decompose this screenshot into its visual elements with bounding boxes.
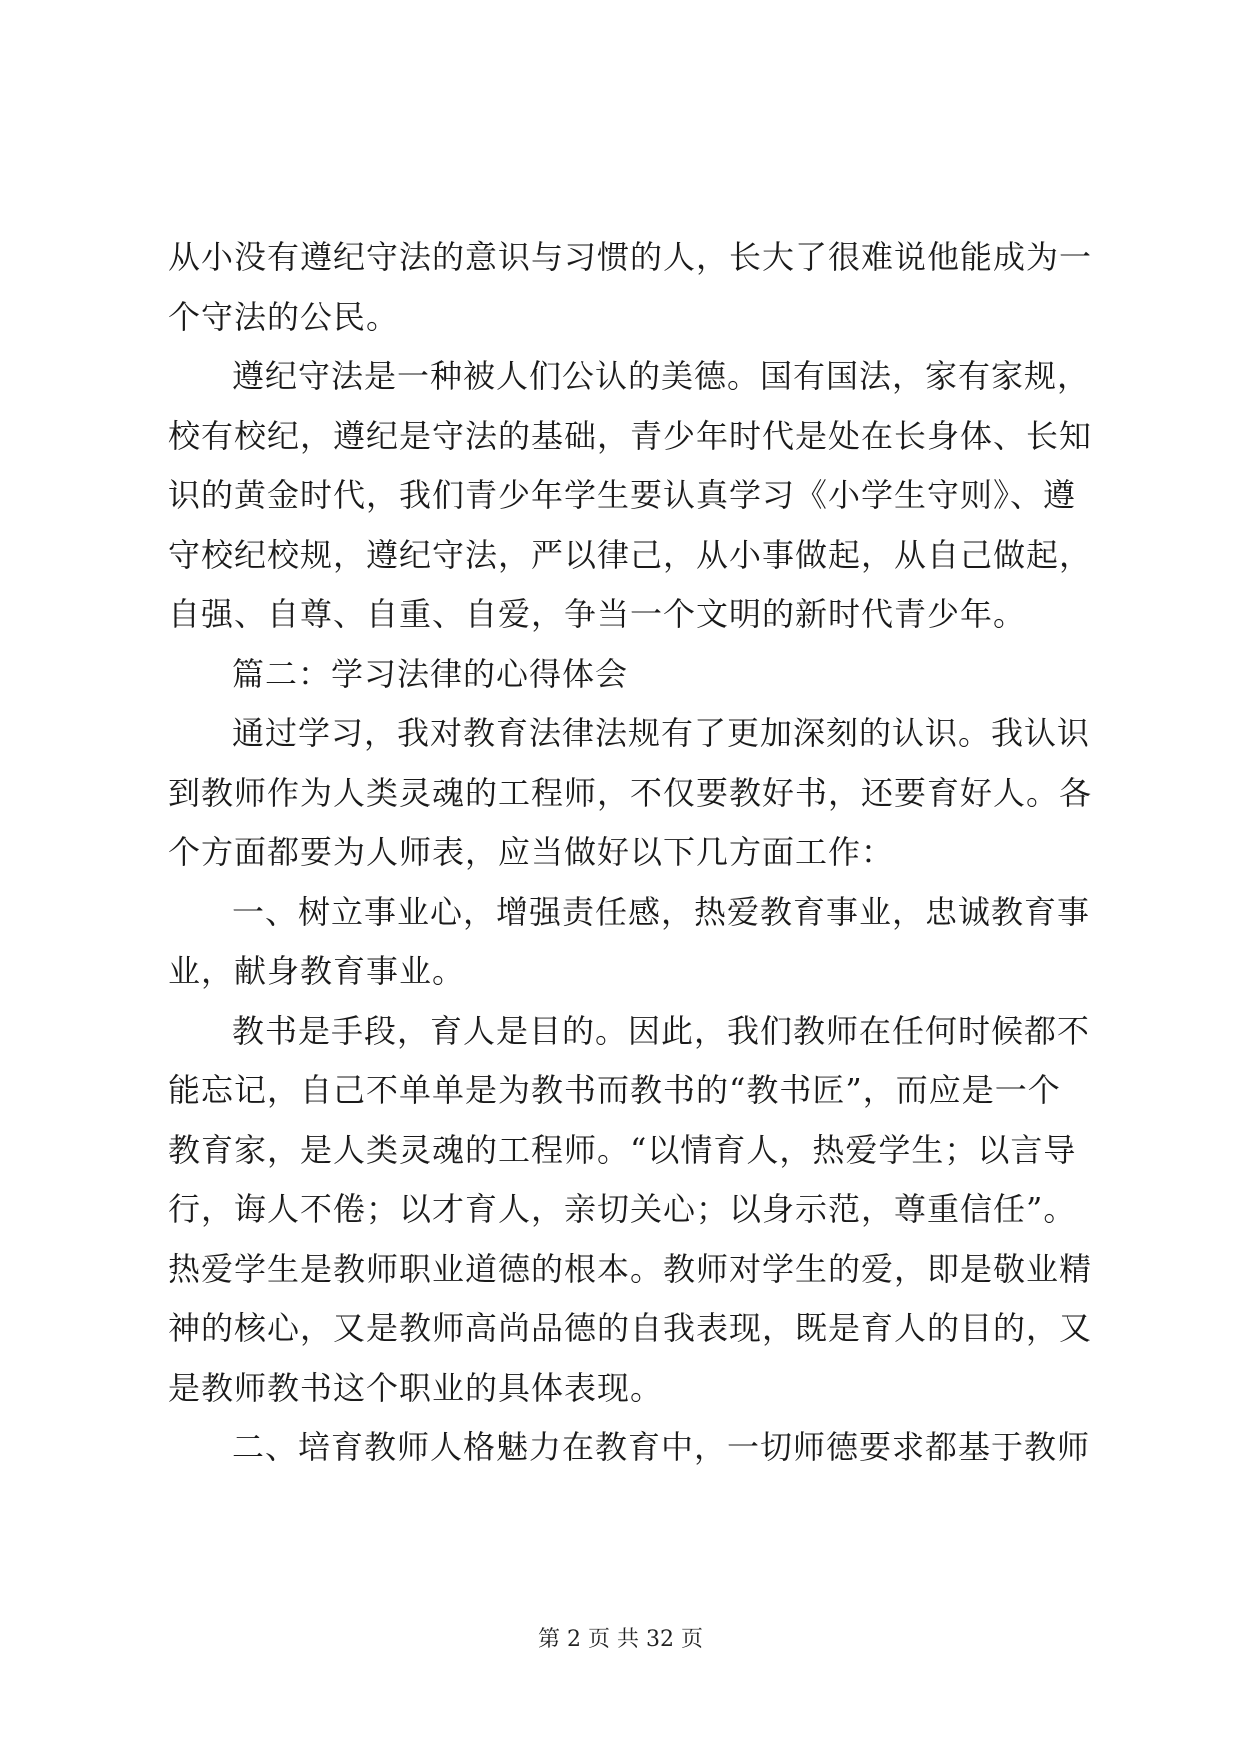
- text-line: 神的核心，又是教师高尚品德的自我表现，既是育人的目的，又: [168, 1309, 1093, 1347]
- text-line: 二、培育教师人格魅力在教育中，一切师德要求都基于教师: [232, 1428, 1091, 1466]
- text-line: 从小没有遵纪守法的意识与习惯的人，长大了很难说他能成为一: [168, 238, 1093, 276]
- text-line: 一、树立事业心，增强责任感，热爱教育事业，忠诚教育事: [232, 892, 1091, 931]
- text-line: 行，诲人不倦；以才育人，亲切关心；以身示范，尊重信任”。: [168, 1190, 1077, 1228]
- text-line: 个方面都要为人师表，应当做好以下几方面工作：: [168, 833, 895, 871]
- text-line: 自强、自尊、自重、自爱，争当一个文明的新时代青少年。: [168, 595, 1027, 633]
- text-line: 是教师教书这个职业的具体表现。: [168, 1368, 664, 1407]
- text-line: 守校纪校规，遵纪守法，严以律己，从小事做起，从自己做起，: [168, 535, 1093, 574]
- text-line: 热爱学生是教师职业道德的根本。教师对学生的爱，即是敬业精: [168, 1249, 1093, 1288]
- text-line: 教育家，是人类灵魂的工程师。“以情育人，热爱学生；以言导: [168, 1130, 1077, 1169]
- text-line: 识的黄金时代，我们青少年学生要认真学习《小学生守则》、遵: [168, 476, 1077, 514]
- text-line: 教书是手段，育人是目的。因此，我们教师在任何时候都不: [232, 1011, 1091, 1050]
- text-line: 能忘记，自己不单单是为教书而教书的“教书匠”，而应是一个: [168, 1071, 1061, 1109]
- text-line: 通过学习，我对教育法律法规有了更加深刻的认识。我认识: [232, 714, 1091, 752]
- body-text: [168, 228, 1093, 1478]
- text-line: 遵纪守法是一种被人们公认的美德。国有国法，家有家规，: [232, 357, 1091, 395]
- text-line: 业，献身教育事业。: [168, 952, 466, 990]
- text-line: 个守法的公民。: [168, 297, 400, 336]
- text-line: 校有校纪，遵纪是守法的基础，青少年时代是处在长身体、长知: [168, 416, 1093, 455]
- text-line: 到教师作为人类灵魂的工程师，不仅要教好书，还要育好人。各: [168, 773, 1093, 812]
- section-heading: 篇二：学习法律的心得体会: [232, 654, 629, 693]
- page-footer: 第 2 页 共 32 页: [538, 1627, 703, 1652]
